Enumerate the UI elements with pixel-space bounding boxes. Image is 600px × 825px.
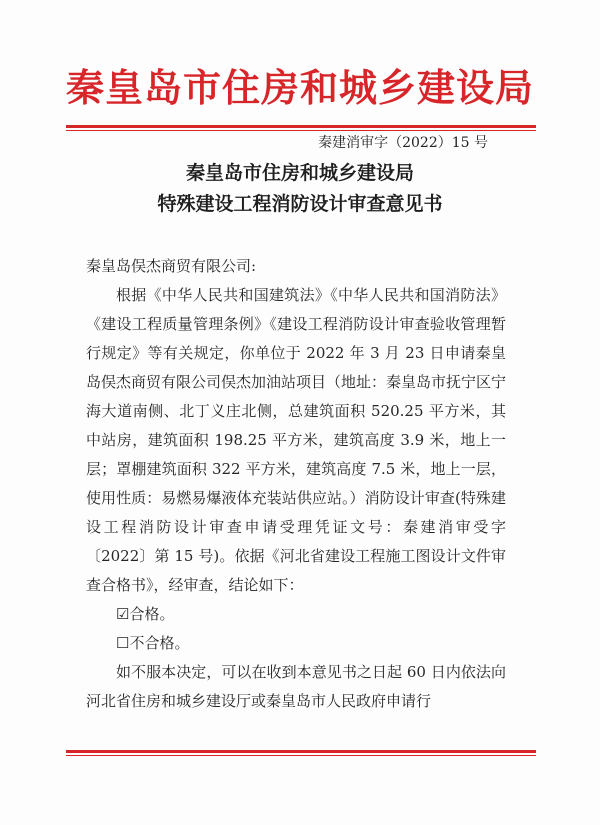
bottom-red-rule-thick	[66, 750, 536, 753]
document-body	[86, 252, 506, 716]
document-title-line1: 秦皇岛市住房和城乡建设局	[185, 162, 414, 184]
conclusion-pass-option: ☑合格。	[116, 605, 175, 623]
conclusion-fail-option: ☐不合格。	[116, 634, 190, 652]
document-number: 秦建消审字（2022）15 号	[318, 135, 488, 151]
bottom-red-rule-thin	[66, 755, 536, 756]
body-paragraph-1: 根据《中华人民共和国建筑法》《中华人民共和国消防法》《建设工程质量管理条例》《建设工程消防设计审查验收管理暂行规定》等有关规定，你单位于 2022 年 3 月 23 日申请秦皇岛俣杰商贸有限公司俣杰加油站项目（地址：秦皇岛市抚宁区宁海大道南侧、北丁义庄北侧，总建筑面积 520.25 平方米，其中站房，建筑面积 198.25 平方米，建筑高度 3.9 米，地上一层；罩棚建筑面积 322 平方米，建筑高度 7.5 米，地上一层，使用性质：易燃易爆液体充装站供应站。）消防设计审查(特殊建设工程消防设计审查申请受理凭证文号：秦建消审受字〔2022〕第 15 号)。依据《河北省建设工程施工图设计文件审查合格书》，经审查，结论如下：	[86, 286, 507, 594]
agency-masthead: 秦皇岛市住房和城乡建设局	[65, 65, 534, 110]
document-title-line2: 特殊建设工程消防设计审查意见书	[157, 193, 443, 215]
body-paragraph-2: 如不服本决定，可以在收到本意见书之日起 60 日内依法向河北省住房和城乡建设厅或秦皇岛市人民政府申请行	[86, 663, 506, 710]
top-red-rule-thick	[66, 125, 536, 128]
top-red-rule-thin	[66, 130, 536, 131]
salutation: 秦皇岛俣杰商贸有限公司:	[86, 257, 257, 275]
